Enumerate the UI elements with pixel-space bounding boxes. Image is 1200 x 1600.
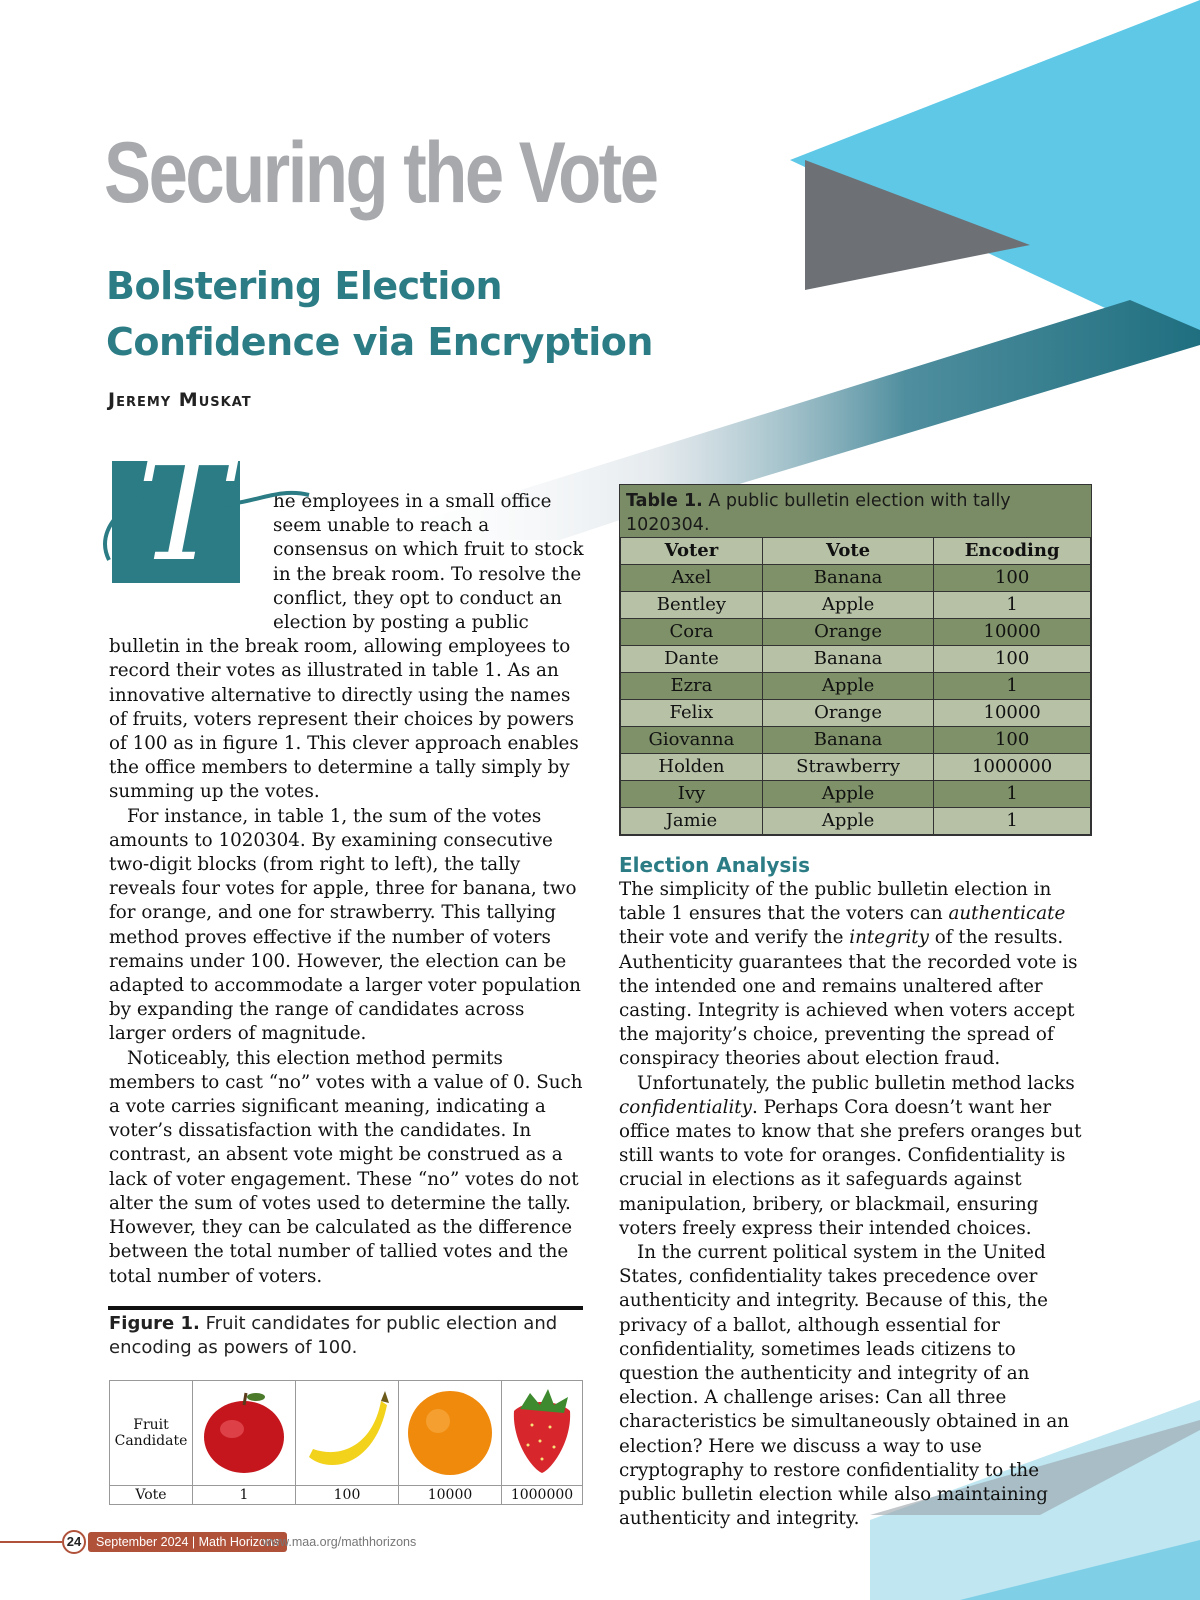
cell-voter: Bentley <box>621 592 763 619</box>
right-column <box>619 878 1093 1531</box>
cell-vote: Orange <box>762 700 933 727</box>
table-row <box>621 700 1091 727</box>
cell-voter: Felix <box>621 700 763 727</box>
right-paragraph-2: Unfortunately, the public bulletin method lacks confidentiality. Perhaps Cora doesn’t want her office mates to know that she prefers oranges but still wants to vote for oranges. Confidentiality is crucial in elections as it safeguards against manipulation, bribery, or blackmail, ensuring voters freely express their intended choices. <box>619 1072 1082 1239</box>
cell-voter: Ivy <box>621 781 763 808</box>
section-heading: Election Analysis <box>619 853 811 877</box>
cell-encoding: 1 <box>934 673 1091 700</box>
table-row <box>621 808 1091 835</box>
cell-vote: Apple <box>762 808 933 835</box>
strawberry-image <box>502 1381 583 1486</box>
orange-image <box>399 1381 502 1486</box>
cell-encoding: 100 <box>934 646 1091 673</box>
vote-apple: 1 <box>193 1486 296 1505</box>
cell-encoding: 100 <box>934 727 1091 754</box>
footer-line <box>0 1541 62 1543</box>
body-paragraph-3: Noticeably, this election method permits members to cast “no” votes with a value of 0. Such a vote carries significant meaning, indicating a voter’s dissatisfaction with the candidates. In contrast, an absent vote might be construed as a lack of voter engagement. These “no” votes do not alter the sum of votes used to determine the tally. However, they can be calculated as the difference between the total number of tallied votes and the total number of voters. <box>109 1047 583 1287</box>
table-row <box>621 565 1091 592</box>
footer-url[interactable]: www.maa.org/mathhorizons <box>262 1535 417 1549</box>
cell-vote: Apple <box>762 673 933 700</box>
dropcap-letter: T <box>137 430 231 593</box>
cell-voter: Cora <box>621 619 763 646</box>
article-author: Jeremy Muskat <box>108 389 252 411</box>
table-caption-label: Table 1. <box>626 491 703 511</box>
left-column <box>109 430 585 1289</box>
body-paragraph-2: For instance, in table 1, the sum of the votes amounts to 1020304. By examining consecutive two-digit blocks (from right to left), the tally reveals four votes for apple, three for banana, two for orange, and one for strawberry. This tallying method proves effective if the number of voters remains under 100. However, the election can be adapted to accommodate a larger voter population by expanding the range of candidates across larger orders of magnitude. <box>109 805 581 1045</box>
cell-vote: Apple <box>762 781 933 808</box>
cell-encoding: 1 <box>934 781 1091 808</box>
table-row <box>621 754 1091 781</box>
figure-table <box>109 1380 583 1505</box>
table-caption <box>620 485 1091 537</box>
table-row <box>621 781 1091 808</box>
table-row <box>621 592 1091 619</box>
table-row <box>621 727 1091 754</box>
cell-voter: Giovanna <box>621 727 763 754</box>
header-vote: Vote <box>762 538 933 565</box>
subtitle-line-1: Bolstering Election <box>106 264 503 308</box>
cell-voter: Ezra <box>621 673 763 700</box>
issue-label: September 2024 | Math Horizons <box>88 1532 287 1552</box>
election-table <box>620 537 1091 835</box>
table-caption-text: A public bulletin election with tally 1020304. <box>626 491 1011 535</box>
subtitle-line-2: Confidence via Encryption <box>106 320 653 364</box>
cell-vote: Orange <box>762 619 933 646</box>
header-voter: Voter <box>621 538 763 565</box>
cell-vote: Banana <box>762 727 933 754</box>
page-number: 24 <box>62 1530 86 1554</box>
table-1 <box>619 484 1092 836</box>
page-footer <box>0 1530 420 1554</box>
right-paragraph-1: The simplicity of the public bulletin election in table 1 ensures that the voters can authenticate their vote and verify the integrity of the results. Authenticity guarantees that the recorded vote is the intended one and remains unaltered after casting. Integrity is achieved when voters accept the majority’s choice, preventing the spread of conspiracy theories about election fraud. <box>619 879 1078 1070</box>
cell-encoding: 1000000 <box>934 754 1091 781</box>
vote-strawberry: 1000000 <box>502 1486 583 1505</box>
cell-encoding: 100 <box>934 565 1091 592</box>
figure-caption-text: Fruit candidates for public election and encoding as powers of 100. <box>109 1313 558 1358</box>
apple-image <box>193 1381 296 1486</box>
cell-encoding: 1 <box>934 808 1091 835</box>
cell-voter: Axel <box>621 565 763 592</box>
cell-vote: Banana <box>762 646 933 673</box>
body-paragraph-1: he employees in a small office seem unable to reach a consensus on which fruit to stock in the break room. To resolve the conflict, they opt to conduct an election by posting a public bulletin in the break room, allowing employees to record their votes as illustrated in table 1. As an innovative alternative to directly using the names of fruits, voters represent their choices by powers of 100 as in figure 1. This clever approach enables the office members to determine a tally simply by summing up the votes. <box>109 491 584 803</box>
table-body <box>621 565 1091 835</box>
table-row <box>621 673 1091 700</box>
table-row <box>621 646 1091 673</box>
cell-vote: Apple <box>762 592 933 619</box>
cell-encoding: 10000 <box>934 619 1091 646</box>
figure-rule <box>108 1306 583 1310</box>
cell-voter: Jamie <box>621 808 763 835</box>
figure-caption <box>109 1312 569 1360</box>
figure-caption-label: Figure 1. <box>109 1313 200 1334</box>
cell-voter: Dante <box>621 646 763 673</box>
header-encoding: Encoding <box>934 538 1091 565</box>
vote-orange: 10000 <box>399 1486 502 1505</box>
right-paragraph-3: In the current political system in the United States, confidentiality takes precedence over authenticity and integrity. Because of this, the privacy of a ballot, although essential for confidentiality, sometimes leads citizens to question the authenticity and integrity of an election. A challenge arises: Can all three characteristics be simultaneously obtained in an election? Here we discuss a way to use cryptography to restore confidentiality to the public bulletin election while also maintaining authenticity and integrity. <box>619 1242 1070 1530</box>
cell-vote: Banana <box>762 565 933 592</box>
cell-encoding: 1 <box>934 592 1091 619</box>
cell-encoding: 10000 <box>934 700 1091 727</box>
vote-row-label: Vote <box>110 1486 193 1505</box>
dropcap <box>109 430 273 610</box>
vote-banana: 100 <box>296 1486 399 1505</box>
article-subtitle <box>106 258 746 370</box>
article-title: Securing the Vote <box>104 125 657 221</box>
table-row <box>621 619 1091 646</box>
fruit-candidate-label: Fruit Candidate <box>110 1381 193 1486</box>
cell-voter: Holden <box>621 754 763 781</box>
banana-image <box>296 1381 399 1486</box>
cell-vote: Strawberry <box>762 754 933 781</box>
banner-cyan-top <box>790 0 1200 340</box>
